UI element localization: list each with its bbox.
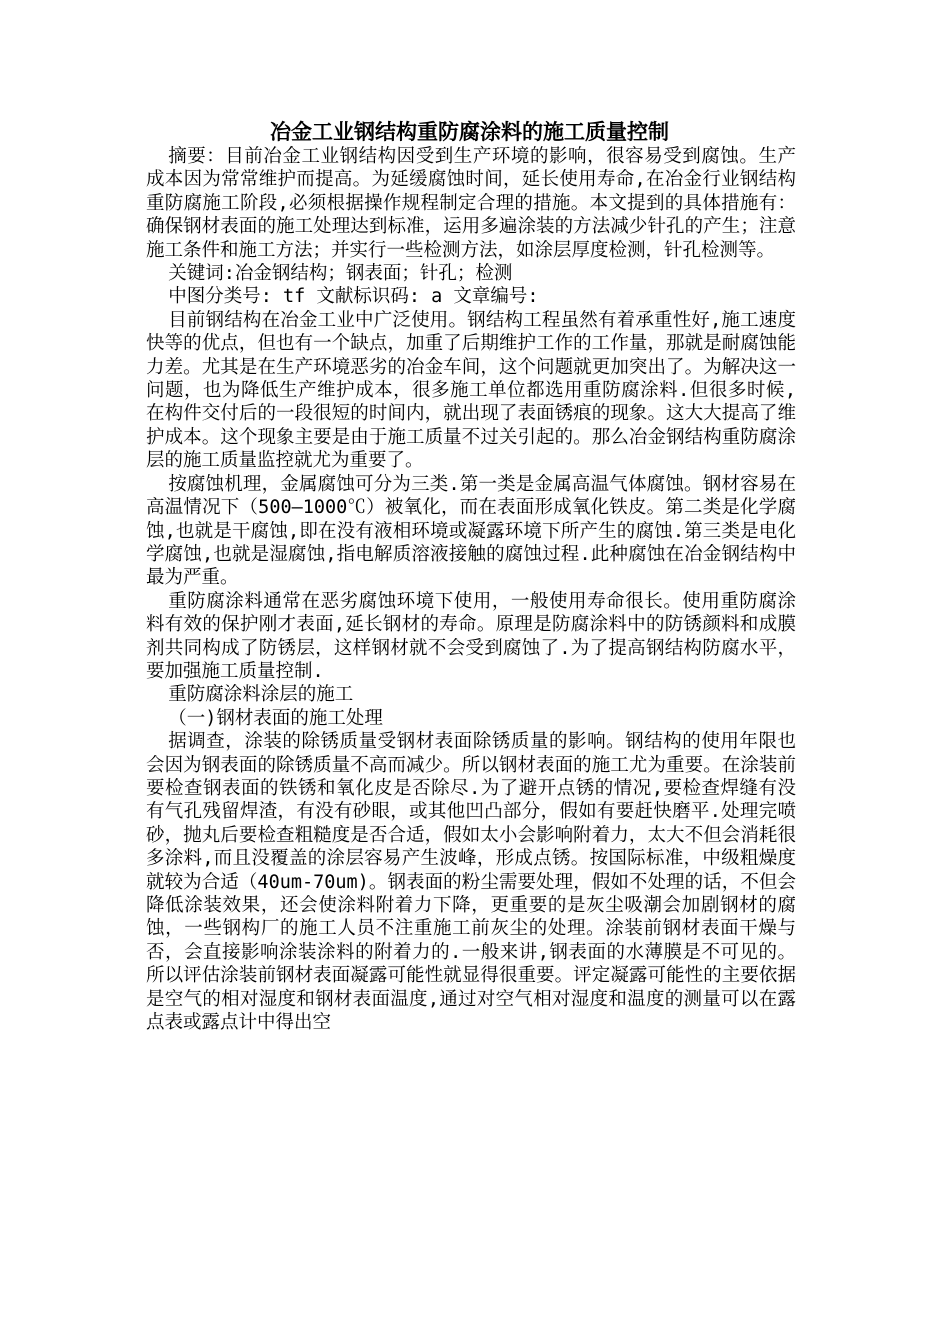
intro-paragraph: 目前钢结构在冶金工业中广泛使用。钢结构工程虽然有着承重性好,施工速度快等的优点，但也有一个缺点，加重了后期维护工作的工作量，那就是耐腐蚀能力差。尤其是在生产环境恶劣的冶金车间，这个问题就更加突出了。为解决这一问题，也为降低生产维护成本，很多施工单位都选用重防腐涂料.但很多时候,在构件交付后的一段很短的时间内，就出现了表面锈痕的现象。这大大提高了维护成本。这个现象主要是由于施工质量不过关引起的。那么冶金钢结构重防腐涂层的施工质量监控就尤为重要了。 xyxy=(146,309,796,472)
surface-treatment-paragraph: 据调查，涂装的除锈质量受钢材表面除锈质量的影响。钢结构的使用年限也会因为钢表面的除锈质量不高而减少。所以钢材表面的施工尤为重要。在涂装前要检查钢表面的铁锈和氧化皮是否除尽.为了避开点锈的情况,要检查焊缝有没有气孔残留焊渣，有没有砂眼，或其他凹凸部分，假如有要赶快磨平.处理完喷砂，抛丸后要检查粗糙度是否合适，假如太小会影响附着力，太大不但会消耗很多涂料,而且没覆盖的涂层容易产生波峰，形成点锈。按国际标准，中级粗燥度就较为合适（40um-70um)。钢表面的粉尘需要处理，假如不处理的话，不但会降低涂装效果，还会使涂料附着力下降，更重要的是灰尘吸潮会加剧钢材的腐蚀，一些钢构厂的施工人员不注重施工前灰尘的处理。涂装前钢材表面干燥与否，会直接影响涂装涂料的附着力的.一般来讲,钢表面的水薄膜是不可见的。所以评估涂装前钢材表面凝露可能性就显得很重要。评定凝露可能性的主要依据是空气的相对湿度和钢材表面温度,通过对空气相对湿度和温度的测量可以在露点表或露点计中得出空 xyxy=(146,731,796,1034)
corrosion-types-paragraph: 按腐蚀机理，金属腐蚀可分为三类.第一类是金属高温气体腐蚀。钢材容易在高温情况下（500—1000℃）被氧化，而在表面形成氧化铁皮。第二类是化学腐蚀,也就是干腐蚀,即在没有液相环境或凝露环境下所产生的腐蚀.第三类是电化学腐蚀,也就是湿腐蚀,指电解质溶液接触的腐蚀过程.此种腐蚀在冶金钢结构中最为严重。 xyxy=(146,473,796,589)
section-heading: 重防腐涂料涂层的施工 xyxy=(168,684,354,706)
subsection-heading: （一)钢材表面的施工处理 xyxy=(168,707,383,729)
abstract-paragraph: 摘要：目前冶金工业钢结构因受到生产环境的影响，很容易受到腐蚀。生产成本因为常常维护而提高。为延缓腐蚀时间，延长使用寿命,在冶金行业钢结构重防腐施工阶段,必须根据操作规程制定合理的措施。本文提到的具体措施有：确保钢材表面的施工处理达到标准，运用多遍涂装的方法减少针孔的产生；注意施工条件和施工方法；并实行一些检测方法，如涂层厚度检测，针孔检测等。 xyxy=(146,146,796,261)
document-page xyxy=(146,118,796,1034)
document-title: 冶金工业钢结构重防腐涂料的施工质量控制 xyxy=(270,119,669,144)
keywords-line: 关键词:冶金钢结构；钢表面；针孔；检测 xyxy=(168,263,513,285)
coating-principle-paragraph: 重防腐涂料通常在恶劣腐蚀环境下使用，一般使用寿命很长。使用重防腐涂料有效的保护刚才表面,延长钢材的寿命。原理是防腐涂料中的防锈颜料和成膜剂共同构成了防锈层，这样钢材就不会受到腐蚀了.为了提高钢结构防腐水平，要加强施工质量控制. xyxy=(146,590,796,682)
classification-line: 中图分类号: tf 文献标识码: a 文章编号: xyxy=(168,286,539,308)
